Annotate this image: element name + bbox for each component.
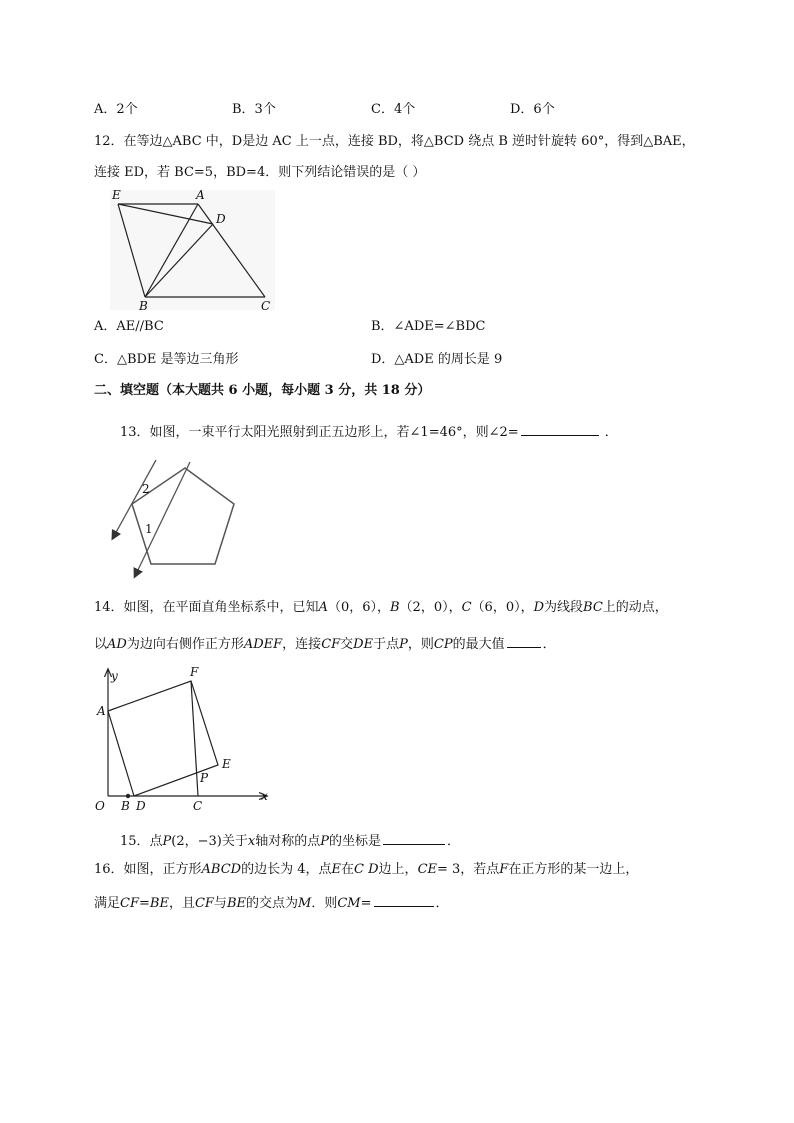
q14-text-i: ，连接: [282, 637, 322, 652]
q14-var-b: B: [389, 600, 400, 615]
q11-option-d: D．6个: [510, 102, 555, 117]
q16-text-d: 边上，: [378, 862, 418, 877]
q16-text-g: 满足: [94, 896, 121, 911]
q14-label-c: C: [193, 799, 203, 813]
q13-sunray-right: [136, 462, 190, 574]
q15-text-c: 轴对称的点: [255, 834, 321, 849]
q16-var-cm: CM: [337, 896, 361, 911]
q15-text-b: (2，−3)关于: [171, 834, 248, 849]
q16-var-m: M: [298, 896, 312, 911]
q14-var-de: DE: [353, 637, 374, 652]
q16-answer-blank: [374, 892, 434, 907]
q14-var-a: A: [318, 600, 328, 615]
q14-var-bc: BC: [583, 600, 603, 615]
q16-stem-line2: [94, 892, 449, 913]
q15-var-p: P: [162, 834, 172, 849]
q12-option-c: C．△BDE 是等边三角形: [94, 352, 239, 367]
q15-text-d: 的坐标是: [329, 834, 382, 849]
q13-end: ．: [604, 425, 618, 440]
q14-var-c: C: [461, 600, 472, 615]
q14-figure: [88, 662, 278, 812]
q12-label-e: E: [112, 188, 121, 202]
q14-text-j: 交: [340, 637, 354, 652]
q14-label-f: F: [190, 665, 199, 679]
q14-text-b: （0，6），: [327, 600, 390, 615]
q14-end: ．: [542, 637, 556, 652]
q16-text-f: 在正方形的某一边上，: [508, 862, 639, 877]
q15-end: ．: [447, 834, 461, 849]
q12-label-b: B: [139, 299, 148, 313]
q14-point-b: [126, 794, 130, 798]
q14-text-d: （6，0），: [471, 600, 534, 615]
q12-option-b: B．∠ADE=∠BDC: [371, 319, 486, 334]
q13-figure: [108, 454, 248, 584]
q14-var-cp: CP: [433, 637, 453, 652]
q15-answer-blank: [383, 830, 445, 845]
q16-text-b: 的边长为 4，点: [241, 862, 332, 877]
q14-var-d: D: [533, 600, 545, 615]
q16-text-c: 在: [341, 862, 355, 877]
q14-label-x: x: [261, 789, 268, 803]
q14-label-d: D: [136, 799, 146, 813]
q16-end: ．: [435, 896, 449, 911]
q14-label-b: B: [121, 799, 130, 813]
q14-text-g: 以: [94, 637, 108, 652]
q14-text-c: （2，0），: [399, 600, 462, 615]
q13-answer-blank: [521, 421, 599, 436]
q16-text-m: =: [360, 896, 372, 911]
q14-stem-line2: [94, 633, 556, 654]
q14-label-p: P: [200, 771, 209, 785]
q11-option-b: B．3个: [232, 102, 276, 117]
q14-label-o: O: [95, 799, 105, 813]
q15-var-x: x: [247, 834, 256, 849]
q12-stem-line1: 12．在等边△ABC 中，D是边 AC 上一点，连接 BD，将△BCD 绕点 B 逆时针旋转 60°，得到△BAE，: [94, 134, 695, 149]
q13-stem: [120, 421, 618, 442]
q14-text-a: 14．如图，在平面直角坐标系中，已知: [94, 600, 319, 615]
q14-label-a: A: [97, 704, 106, 718]
q16-var-cd: C D: [354, 862, 379, 877]
q12-stem-line2: 连接 ED，若 BC=5，BD=4．则下列结论错误的是（ ）: [94, 165, 426, 180]
q12-label-a: A: [196, 188, 205, 202]
q16-text-e: = 3，若点: [437, 862, 500, 877]
q16-var-cf: CF: [120, 896, 139, 911]
q16-text-h: =: [138, 896, 150, 911]
q14-text-k: 于点: [373, 637, 400, 652]
q14-var-cf: CF: [321, 637, 341, 652]
q14-var-ad: AD: [107, 637, 127, 652]
q14-text-l: ，则: [407, 637, 434, 652]
q14-var-p: P: [399, 637, 408, 652]
q14-label-y: y: [111, 669, 118, 683]
q12-option-a: A．AE//BC: [94, 319, 164, 334]
q16-var-be: BE: [149, 896, 169, 911]
q11-option-a: A．2个: [94, 102, 138, 117]
q16-stem-line1: [94, 861, 638, 879]
q12-option-d: D．△ADE 的周长是 9: [371, 352, 503, 367]
q16-var-e: E: [331, 862, 342, 877]
q14-answer-blank: [507, 633, 541, 648]
q16-var-ce: CE: [417, 862, 437, 877]
q11-option-c: C．4个: [371, 102, 416, 117]
q12-label-c: C: [261, 299, 271, 313]
q12-figure: [108, 186, 278, 314]
q16-text-j: 与: [213, 896, 227, 911]
q13-text: 13．如图，一束平行太阳光照射到正五边形上，若∠1=46°，则∠2=: [120, 425, 519, 440]
q15-text-a: 15．点: [120, 834, 163, 849]
q16-var-f: F: [499, 862, 509, 877]
q14-text-m: 的最大值: [452, 637, 505, 652]
q16-text-i: ，且: [168, 896, 195, 911]
q16-var-be2: BE: [226, 896, 246, 911]
q15-stem: [120, 830, 460, 851]
q12-label-d: D: [216, 212, 226, 226]
q16-text-k: 的交点为: [245, 896, 298, 911]
q14-text-h: 为边向右侧作正方形: [126, 637, 244, 652]
q16-text-a: 16．如图，正方形: [94, 862, 202, 877]
q13-angle2-label: 2: [142, 482, 150, 496]
q14-text-f: 上的动点，: [602, 600, 668, 615]
q16-text-l: ．则: [311, 896, 338, 911]
section-title: 二、填空题（本大题共 6 小题，每小题 3 分，共 18 分）: [94, 383, 431, 398]
q13-angle1-label: 1: [145, 522, 153, 536]
q16-var-abcd: ABCD: [201, 862, 242, 877]
q15-var-p2: P: [320, 834, 329, 849]
q16-var-cf2: CF: [194, 896, 214, 911]
q14-stem-line1: [94, 599, 668, 617]
q14-var-adef: ADEF: [243, 637, 283, 652]
q14-text-e: 为线段: [544, 600, 584, 615]
q14-label-e: E: [222, 757, 231, 771]
